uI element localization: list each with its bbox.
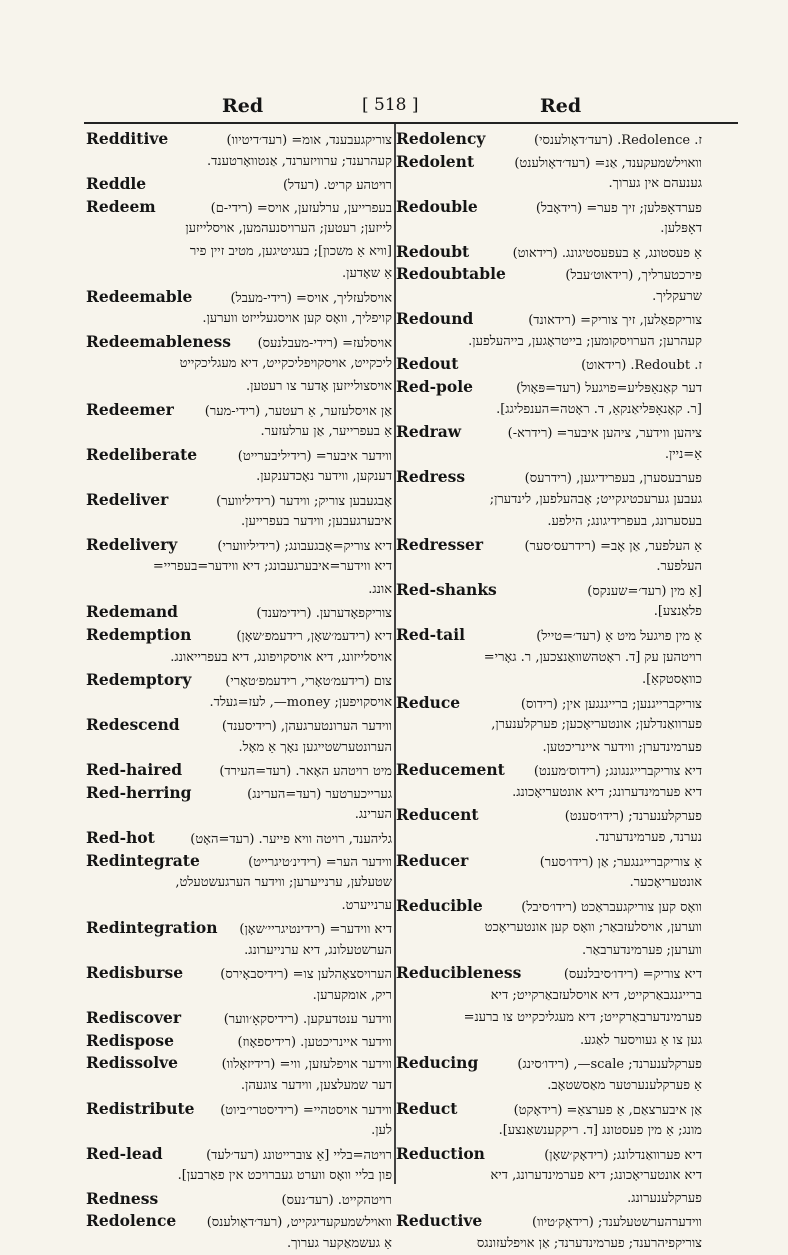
entry-first-line [86, 128, 392, 151]
dictionary-entry [86, 331, 392, 399]
headword: Redelivery [86, 534, 178, 554]
definition-continuation: אונטעריאָכער. [629, 875, 702, 891]
headword: Redolence [86, 1211, 177, 1231]
definition-text: צוריקפאָדערען. (רידימענד) [256, 606, 392, 622]
headword: Redeemableness [86, 331, 231, 351]
definition-text: ווידער אויפלעזען, ווי= (רידיזאָלוו) [221, 1057, 392, 1073]
definition-continuation: קעהרען; הערויסקומען; בייטראָגען, בייהעלפען. [468, 333, 702, 349]
dictionary-entry [86, 196, 392, 286]
dictionary-entry [86, 1188, 392, 1211]
header-rule [84, 122, 738, 124]
headword: Redispose [86, 1030, 174, 1050]
dictionary-entry [86, 128, 392, 173]
headword: Redolent [396, 151, 475, 171]
entry-first-line [86, 827, 392, 850]
headword: Redeemer [86, 399, 174, 419]
dictionary-entry [396, 1143, 702, 1211]
entry-first-line [86, 759, 392, 782]
definition-text: וואָס קען צוריקגעבראַכט (רידו׳סיבל) [521, 899, 702, 915]
dictionary-entry [86, 782, 392, 827]
definition-continuation: לען. [371, 1123, 392, 1139]
definition-text: צוריקברייגנען; ברייגנגען אין; (רידוס) [520, 696, 702, 712]
dictionary-entry [86, 1143, 392, 1188]
dictionary-entry [396, 804, 702, 849]
headword: Redeem [86, 196, 156, 216]
entry-first-line [396, 895, 702, 918]
definition-text: גערייכערטער (רעד=הערינג) [247, 786, 392, 802]
dictionary-entry [396, 1052, 702, 1097]
entry-first-line [396, 466, 702, 489]
definition-continuation: רויטהען עק [ד. ראָטהשוואַנצכען, ר. גאָרי= [483, 649, 702, 665]
definition-continuation: [וויא אַ משכון]; בעגיטיגען, מטיב זיין פיר [189, 243, 392, 259]
entry-first-line [86, 331, 392, 354]
headword: Redouble [396, 196, 478, 216]
definition-continuation: אונג. [368, 581, 392, 597]
definition-text: פערקלענערנד; (רידו׳סענט) [564, 809, 702, 825]
entry-first-line [86, 917, 392, 940]
headword: Redescend [86, 715, 180, 735]
headword: Red-herring [86, 782, 192, 802]
definition-continuation: אויסצולייזען אָדער צו רעטען. [246, 379, 392, 395]
entry-first-line [86, 286, 392, 309]
definition-continuation: פערמינדערבאַרקייט; דיא מעגליכקייט צו ברענ= [463, 1010, 702, 1026]
entry-first-line [86, 444, 392, 467]
headword: Reducibleness [396, 963, 522, 983]
entry-first-line [86, 534, 392, 557]
entry-first-line [396, 692, 702, 715]
headword: Redresser [396, 534, 484, 554]
definition-continuation: אַ פערקלענערטער מאַסשטאָב. [547, 1077, 702, 1093]
dictionary-entry [396, 241, 702, 264]
definition-continuation: נערנד, פערמינדערנד. [594, 829, 702, 845]
entry-first-line [396, 624, 702, 647]
left-running-head: Red [222, 95, 264, 117]
headword: Reducible [396, 895, 483, 915]
entry-first-line [396, 353, 702, 376]
right-column [396, 128, 702, 1255]
entry-first-line [86, 399, 392, 422]
page-number: [ 518 ] [362, 95, 419, 115]
dictionary-entry [396, 196, 702, 241]
entry-first-line [86, 962, 392, 985]
headword: Redeliberate [86, 444, 198, 464]
definition-continuation: אויסלייזונג, דיא אויסקויפונג, דיא בעפרייאונג. [170, 649, 392, 665]
entry-first-line [396, 128, 702, 151]
dictionary-entry [86, 917, 392, 962]
entry-first-line [396, 196, 702, 219]
entry-first-line [86, 601, 392, 624]
definition-text: אויסלעז= (רידי-מעבלנעס) [257, 335, 392, 351]
entry-first-line [86, 1188, 392, 1211]
definition-text: דיא צוריקברייגנגונג; (רידוס׳מענט) [533, 764, 702, 780]
headword: Redeemable [86, 286, 193, 306]
dictionary-entry [396, 308, 702, 353]
entry-first-line [396, 376, 702, 399]
entry-first-line [396, 534, 702, 557]
headword: Redeliver [86, 489, 169, 509]
definition-text: דיא ווידער= (רידינטיגריי׳שאָן) [239, 922, 392, 938]
dictionary-entry [396, 850, 702, 895]
definition-text: בעפרייען, ערלעזען, אויס= (רידי-ם) [210, 200, 392, 216]
headword: Redemptory [86, 670, 192, 690]
dictionary-entry [86, 173, 392, 196]
definition-continuation: אַ שאָדען. [342, 266, 392, 282]
headword: Red-tail [396, 625, 465, 645]
headword: Redintegrate [86, 850, 200, 870]
dictionary-entry [396, 151, 702, 196]
definition-text: רויטהקייט. (רעד׳נעס) [281, 1192, 392, 1208]
definition-continuation: פערקלענערונג. [627, 1190, 702, 1206]
definition-text: מיט רויטהע האָאר. (רעד=העירד) [219, 764, 392, 780]
definition-text: אַ העלפער, אַן אָב= (רידרעס׳סער) [524, 538, 702, 554]
definition-continuation: גען צו אַ געוויסער לאַגע. [580, 1032, 702, 1048]
dictionary-entry [396, 128, 702, 151]
definition-text: ווידער ענטדעקען. (רידיסקאָ׳ווער) [223, 1012, 392, 1028]
dictionary-entry [396, 895, 702, 963]
entry-first-line [396, 759, 702, 782]
dictionary-entry [86, 1210, 392, 1255]
definition-continuation: דיא אונטעריאָכונג; דיא פערמינדערונג, דיא [490, 1168, 702, 1184]
entry-first-line [396, 850, 702, 873]
definition-text: דיא צוריק=אָבגעבונג; (רידיליווערי) [217, 538, 392, 554]
dictionary-entry [396, 421, 702, 466]
definition-text: אַ פעסטונג, אַ בעפעסטיגונג. (רידאוט) [512, 245, 702, 261]
headword: Red-shanks [396, 579, 497, 599]
definition-continuation: קעהרענד; ערוויזערנד, אַנטוואָרטענד. [207, 153, 392, 169]
dictionary-entry [396, 263, 702, 308]
definition-text: פערבעסערן, בעפרידיגען, (רידרעס) [524, 471, 702, 487]
definition-continuation: צוריקפיהרענד; פערמינדערנד; אַן אויפלעזונגס [476, 1235, 702, 1251]
headword: Reducement [396, 760, 505, 780]
definition-continuation: דיא פערמינדערונג; דיא אונטעריאָכונג. [512, 784, 702, 800]
definition-continuation: קויפליך, וואָס קען אויסגעלייזט ווערען. [202, 311, 392, 327]
definition-text: צום (רידעמ׳טאָרי, רידעמפ׳טאָרי) [225, 674, 392, 690]
definition-text: פערקלענערנד; scale—, (רידו׳סינג) [517, 1057, 702, 1073]
entry-first-line [86, 1098, 392, 1121]
definition-text: רויטהע קריט. (רעדל) [282, 178, 392, 194]
headword: Redolency [396, 129, 486, 148]
headword: Reductive [396, 1211, 483, 1231]
headword: Redissolve [86, 1053, 179, 1073]
entry-first-line [396, 308, 702, 331]
definition-text: ווידער איינריכטען. (רידיספאָוז) [237, 1034, 392, 1050]
definition-continuation: כוואָסטקאַ]. [641, 672, 702, 688]
definition-continuation: שרעקליך. [652, 288, 702, 304]
dictionary-entry [86, 1030, 392, 1053]
headword: Red-lead [86, 1143, 163, 1163]
headword: Redintegration [86, 918, 218, 938]
definition-text: וואוילשמעקעדיגקייט, (רעד׳דאָולענס) [206, 1215, 392, 1231]
dictionary-entry [86, 1098, 392, 1143]
definition-continuation: אַ בעפרייער, אַן ערלעזער. [260, 424, 392, 440]
definition-continuation: ערנייערט. [341, 897, 392, 913]
definition-text: ז. Redolence. (רעד׳דאָולענסי) [534, 133, 702, 148]
entry-first-line [396, 804, 702, 827]
headword: Redemand [86, 602, 178, 622]
dictionary-entry [86, 601, 392, 624]
definition-continuation: ריק, אומקערען. [312, 987, 392, 1003]
headword: Redistribute [86, 1098, 195, 1118]
entry-first-line [396, 151, 702, 174]
dictionary-entry [396, 579, 702, 624]
definition-text: אויסלעזליך, אויס= (רידי-מעבל) [230, 290, 392, 306]
dictionary-entry [396, 376, 702, 421]
headword: Reduce [396, 692, 461, 712]
headword: Reducent [396, 805, 479, 825]
definition-continuation: לייזען; רעטען; הערויסנעהמען, אויסלייזען [185, 221, 392, 237]
definition-continuation: ווערען; פערמינדערבאַר. [581, 942, 702, 958]
definition-continuation: ליכקייט, אויסקויפליכקייט, דיא מעגליכקייט [179, 356, 392, 372]
definition-continuation: פערוואַנדלען; אונטעריאָכען; פערקלענערן, [491, 717, 702, 733]
dictionary-entry [396, 1098, 702, 1143]
definition-text: ז. Redoubt. (רידאוט) [581, 358, 702, 374]
definition-text: דיא צוריק= (רידו׳סיבלנעס) [563, 967, 702, 983]
entry-first-line [86, 850, 392, 873]
definition-text: וואוילשמעקענד, אַנ= (רעד׳דאָולענט) [514, 155, 702, 171]
dictionary-entry [86, 714, 392, 759]
dictionary-entry [396, 759, 702, 804]
headword: Redoubtable [396, 264, 506, 284]
entry-first-line [396, 1098, 702, 1121]
definition-text: צוריקגעבענד, אומ= (רעד׳דיטיוו) [226, 133, 392, 148]
entry-first-line [86, 1143, 392, 1166]
headword: Redoubt [396, 241, 470, 261]
definition-continuation: אויסקויפען; money—, לעז=געלד. [209, 694, 392, 710]
headword: Redress [396, 467, 466, 487]
definition-text: [אַ מין (רעד׳=שענקס) [587, 583, 702, 599]
entry-first-line [396, 962, 702, 985]
headword: Redditive [86, 129, 169, 148]
definition-text: אַן איבערצאַם, אַ פערצאַ= (רידאָקט) [513, 1102, 702, 1118]
right-running-head: Red [540, 95, 582, 117]
headword: Redisburse [86, 963, 184, 983]
headword: Reduction [396, 1143, 485, 1163]
definition-continuation: הערינג. [354, 807, 392, 823]
entry-first-line [86, 782, 392, 805]
entry-first-line [396, 579, 702, 602]
page-header [0, 95, 788, 123]
definition-continuation: דענקען, ווידער נאָכדענקען. [256, 469, 392, 485]
dictionary-entry [396, 692, 702, 760]
headword: Red-pole [396, 377, 473, 397]
definition-continuation: בעסערונג, בעפרידיגונג; הילפע. [547, 514, 702, 530]
definition-text: ווידער איבער= (רידיליבערייט) [237, 448, 392, 464]
dictionary-entry [86, 534, 392, 602]
headword: Red-haired [86, 760, 183, 780]
definition-continuation: דיא ווידער=איבערגעבונג; דיא ווידער=בעפריי= [152, 559, 392, 575]
definition-continuation: אַ געשמאַקער גערוך. [286, 1235, 392, 1251]
entry-first-line [86, 173, 392, 196]
dictionary-entry [86, 962, 392, 1007]
entry-first-line [396, 1210, 702, 1233]
headword: Redound [396, 309, 474, 329]
entry-first-line [86, 1007, 392, 1030]
dictionary-entry [86, 286, 392, 331]
entry-first-line [86, 489, 392, 512]
definition-continuation: [ר. קאָנאָפּליאַנקאַ, ד. ראָטה=הענפליגג]. [496, 401, 702, 417]
headword: Reddle [86, 174, 147, 194]
definition-continuation: מונג; אַ מין פעסטונג [ד. ריקקענשאַנצע]. [498, 1123, 702, 1139]
left-column [86, 128, 392, 1255]
definition-continuation: ברייגנגבאַרקייט, דיא אויסלעזבאַרקייט; דיא [490, 987, 702, 1003]
headword: Reducer [396, 850, 469, 870]
dictionary-entry [86, 399, 392, 444]
headword: Redemption [86, 625, 192, 645]
definition-continuation: דער שמעלצען, ווידער צוגעהן. [240, 1077, 392, 1093]
definition-text: ווידער הער= (רידינ׳טיגרייט) [248, 854, 392, 870]
dictionary-entry [86, 1052, 392, 1097]
headword: Reducing [396, 1053, 479, 1073]
definition-text: דיא (רידעמ׳שאָן, רידעמפ׳שאָן) [236, 629, 392, 645]
dictionary-entry [86, 624, 392, 669]
entry-first-line [86, 714, 392, 737]
definition-continuation: שטעלען, ערנייערען; ווידער הערגעשטעלט, [175, 875, 392, 891]
definition-text: אַן אויסלעזער, אַ רעטער, (רידי-מער) [204, 403, 392, 419]
definition-text: גליהענד, רויטה וויא פייער. (רעד=האָט) [190, 831, 392, 847]
dictionary-entry [86, 489, 392, 534]
definition-continuation: געבען גערעכטיגקייט; אָבהעלפען, לינדערן; [489, 491, 702, 507]
definition-text: אַ מין פויגעל מיט אַ (רעד׳=טייל) [536, 629, 702, 645]
definition-text: דער קאַנאַפּליע=פויגעל (רעד=פּאָול) [516, 381, 702, 397]
headword: Reduct [396, 1098, 458, 1118]
dictionary-entry [86, 1007, 392, 1030]
definition-text: ווידער הערונטערגעהן, (רידיסענד) [221, 719, 392, 735]
dictionary-entry [86, 759, 392, 782]
entry-first-line [86, 624, 392, 647]
definition-text: ווידער אויסטהיי= (רידיסטרי׳ביוט) [220, 1102, 392, 1118]
definition-text: צוריקפאַלען, זיך צוריק= (רידאונד) [528, 313, 702, 329]
definition-text: אָבגעבען צוריק; ווידער (רידיליווער) [216, 493, 392, 509]
entry-first-line [396, 1143, 702, 1166]
definition-text: הערויסצאָהלען צו= (רידיסבאָירס) [220, 967, 392, 983]
dictionary-entry [396, 534, 702, 579]
dictionary-entry [86, 850, 392, 918]
definition-text: רויטה=בליי [אַ צוברייטונג (רעד׳לעד) [206, 1147, 392, 1163]
definition-text: ציהען ווידער, ציהען איבער= (רידרא-) [507, 426, 702, 442]
dictionary-entry [396, 466, 702, 534]
dictionary-entry [396, 353, 702, 376]
definition-continuation: גענעהם אין גערוך. [608, 176, 702, 192]
definition-text: פערדאָפּלען; זיך פער= (רידאָבל) [535, 200, 702, 216]
headword: Red-hot [86, 827, 155, 847]
dictionary-entry [396, 962, 702, 1052]
definition-continuation: פערמינדערן; ווידער איינריכטען. [542, 739, 702, 755]
definition-text: אַ צוריקברייגנגער; אַן (רידו׳סער) [539, 854, 702, 870]
dictionary-entry [396, 1210, 702, 1255]
headword: Redout [396, 354, 459, 374]
entry-first-line [86, 669, 392, 692]
definition-continuation: הערונטערשטייגען נאָך אַ מאָל. [238, 739, 392, 755]
headword: Rediscover [86, 1008, 182, 1028]
entry-first-line [396, 421, 702, 444]
entry-first-line [396, 241, 702, 264]
definition-text: דיא פערוואַנדלונג; (רידאָק׳שאָן) [544, 1147, 702, 1163]
headword: Redraw [396, 422, 462, 442]
entry-first-line [86, 1052, 392, 1075]
definition-continuation: פלאַנצע]. [653, 604, 702, 620]
definition-continuation: העלפער. [656, 559, 702, 575]
entry-first-line [86, 196, 392, 219]
definition-continuation: הערשטעלונג, דיא ערנייערונג. [244, 942, 392, 958]
dictionary-entry [86, 827, 392, 850]
dictionary-entry [86, 444, 392, 489]
definition-continuation: אַ=ניין. [664, 446, 702, 462]
entry-first-line [86, 1210, 392, 1233]
entry-first-line [396, 1052, 702, 1075]
headword: Redness [86, 1188, 159, 1208]
definition-text: פירכטערליך, (רידאוט׳עבל) [565, 268, 702, 284]
entry-first-line [86, 1030, 392, 1053]
entry-first-line [396, 263, 702, 286]
definition-continuation: דאָפּלען. [660, 221, 702, 237]
definition-text: ווידערהערשטעלענד; (רידאָק׳טיוו) [532, 1215, 702, 1231]
dictionary-entry [86, 669, 392, 714]
definition-continuation: ווערען, אויסלעזבאַר; וואָס קען אונטעריאָכט [484, 920, 702, 936]
dictionary-entry [396, 624, 702, 692]
definition-continuation: פון בליי וואָס ווערט געברויכט אין פאַרבען]. [177, 1168, 392, 1184]
definition-continuation: איבערגעבען; ווידער בעפרייען. [241, 514, 392, 530]
